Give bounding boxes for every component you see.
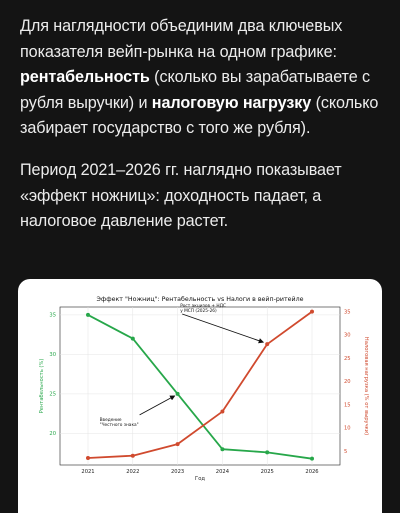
axis-ticks bbox=[49, 309, 350, 475]
y-right-tick-label: 25 bbox=[344, 355, 351, 362]
y-axis-right-label: Налоговая нагрузка (% от выручки) bbox=[363, 336, 369, 436]
paragraph-intro bbox=[20, 14, 385, 142]
y-right-tick-label: 20 bbox=[344, 379, 351, 386]
data-point-right bbox=[86, 456, 90, 460]
data-point-right bbox=[265, 342, 269, 346]
data-point-left bbox=[131, 337, 135, 341]
x-tick-label: 2021 bbox=[81, 469, 95, 475]
y-right-tick-label: 10 bbox=[344, 425, 351, 432]
annotation-text-2: Рост акцизов + НДС bbox=[180, 304, 226, 309]
y-left-tick-label: 25 bbox=[49, 391, 56, 398]
intro-text: Для наглядности объединим два ключевых показателя вейп-рынка на одном графике: bbox=[20, 17, 343, 61]
annotations bbox=[100, 303, 264, 428]
post-text bbox=[20, 14, 385, 235]
y-right-tick-label: 35 bbox=[344, 309, 351, 316]
gridlines bbox=[60, 307, 340, 465]
chart bbox=[18, 279, 382, 513]
data-point-left bbox=[176, 392, 180, 396]
intro-text-2: (сколько вы зарабатываете с рубля выручки) и bbox=[20, 68, 370, 112]
bold-profitability: рентабельность bbox=[20, 68, 150, 87]
y-axis-left-label: Рентабельность (%) bbox=[39, 358, 45, 414]
data-point-left bbox=[220, 447, 224, 451]
data-point-right bbox=[176, 442, 180, 446]
data-point-left bbox=[310, 457, 314, 461]
data-point-right bbox=[310, 310, 314, 314]
x-tick-label: 2023 bbox=[170, 469, 185, 475]
intro-text-3: (сколько забирает государство с того же рубля). bbox=[20, 93, 379, 138]
y-left-tick-label: 30 bbox=[49, 352, 56, 359]
data-point-left bbox=[86, 313, 90, 317]
y-right-tick-label: 15 bbox=[344, 402, 351, 409]
data-point-right bbox=[220, 410, 224, 414]
bold-tax-burden: налоговую нагрузку bbox=[151, 93, 312, 112]
annotation-arrow-1 bbox=[140, 396, 175, 415]
data-point-left bbox=[265, 450, 269, 454]
series-lines bbox=[86, 310, 314, 461]
x-tick-label: 2026 bbox=[305, 469, 319, 475]
annotation-text-2: у МСП (2025-26) bbox=[180, 309, 217, 314]
paragraph-scissors: Период 2021–2026 гг. наглядно показывает «эффект ножниц»: доходность падает, а налоговое давление растет. bbox=[20, 160, 342, 231]
y-right-tick-label: 30 bbox=[344, 332, 351, 339]
x-tick-label: 2022 bbox=[126, 469, 140, 475]
data-point-right bbox=[131, 454, 135, 458]
y-left-tick-label: 20 bbox=[49, 431, 56, 438]
chart-card[interactable] bbox=[18, 279, 382, 513]
y-right-tick-label: 5 bbox=[344, 448, 348, 455]
x-tick-label: 2024 bbox=[215, 469, 230, 475]
plot-area bbox=[60, 307, 340, 465]
annotation-text-1: Введение bbox=[99, 417, 122, 423]
annotation-text-1: "Честного знака" bbox=[99, 422, 139, 428]
x-axis-label: Год bbox=[195, 476, 205, 482]
y-left-tick-label: 35 bbox=[49, 312, 56, 319]
annotation-arrow-2 bbox=[182, 314, 263, 342]
x-tick-label: 2025 bbox=[260, 469, 274, 475]
chart-title: Эффект "Ножниц": Рентабельность vs Налоги в вейп-ритейле bbox=[96, 296, 304, 303]
